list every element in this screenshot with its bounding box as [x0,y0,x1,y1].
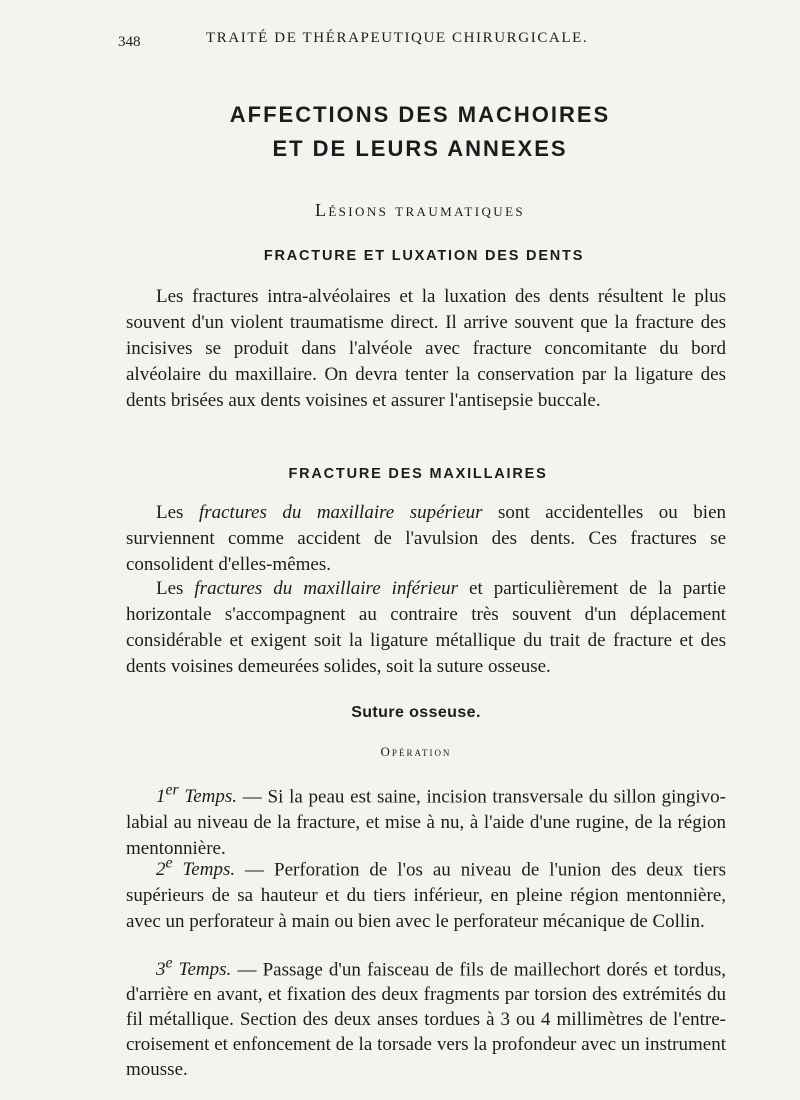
paragraph-upper-jaw [126,500,726,578]
step-2-word: Temps. [172,859,236,881]
paragraph-teeth: Les fractures intra-alvéolaires et la luxation des dents résultent le plus souvent d'un violent traumatisme direct. Il arrive souvent que la fracture des incisives se produit dans l'alvéole avec fracture concomitante du bord alvéolaire du maxillaire. On devra tenter la conservation par la ligature des dents brisées aux dents voisines et assurer l'antisepsie buccale. [126,286,726,411]
paragraph-lower-jaw [126,576,726,680]
step-3-word: Temps. [172,959,232,981]
subheading-jaw: FRACTURE DES MAXILLAIRES [288,466,548,482]
step-2-ordinal: e [165,855,173,872]
subheading-suture: Suture osseuse. [351,704,481,721]
step-1-ordinal: er [165,782,179,799]
step-1-word: Temps. [178,786,238,808]
running-title: TRAITÉ DE THÉRAPEUTIQUE CHIRURGICALE. [206,30,589,46]
paragraph-upper-jaw-rest: sont accidentelles ou bien surviennent comme accident de l'avulsion des dents. Ces fractures se consolident d'elles-mêmes. [126,502,727,575]
section-heading: Lésions traumatiques [314,200,526,220]
step-2 [126,851,726,935]
step-1-text: — Si la peau est saine, incision transversale du sillon gingivo-labial au niveau de la fracture, et mise à nu, à l'aide d'une rugine, de la région mentonnière. [126,786,726,860]
step-1 [126,778,726,862]
chapter-title [120,98,720,166]
step-2-number: 2 [156,859,166,881]
page-number: 348 [118,34,141,50]
step-3 [126,951,726,1082]
step-2-label [156,855,236,881]
step-3-label [156,955,232,981]
step-1-label [156,782,238,808]
chapter-title-line-1: AFFECTIONS DES MACHOIRES [229,102,611,127]
operation-heading: Opération [380,744,452,759]
chapter-title-line-2: ET DE LEURS ANNEXES [272,136,568,161]
step-1-number: 1 [156,786,166,808]
step-2-text: — Perforation de l'os au niveau de l'union des deux tiers supérieurs de sa hauteur et du tiers inférieur, en pleine région mentonnière, avec un perforateur à main ou bien avec le perforateur mécanique de Collin. [126,859,727,933]
step-3-number: 3 [156,959,166,981]
subheading-teeth: FRACTURE ET LUXATION DES DENTS [263,248,585,264]
paragraph-upper-jaw-emphasis: fractures du maxillaire supérieur [198,502,483,523]
step-3-text: — Passage d'un faisceau de fils de maillechort dorés et tordus, d'arrière en avant, et fixation des deux fragments par torsion des extrémités du fil métallique. Section des deux anses tordues à 3 ou 4 millimètres de l'entre-croisement et enfoncement de la torsade vers la profondeur avec un instrument mousse. [126,959,727,1081]
paragraph-lower-jaw-emphasis: fractures du maxillaire inférieur [194,578,459,599]
step-3-ordinal: e [165,955,173,972]
paragraph-upper-jaw-start: Les [156,502,199,523]
paragraph-lower-jaw-start: Les [156,578,195,599]
paragraph-lower-jaw-rest: et particulièrement de la partie horizontale s'accompagnent au contraire très souvent d'un déplacement considérable et exigent soit la ligature métallique du trait de fracture et des dents voisines demeurées solides, soit la suture osseuse. [126,578,726,677]
